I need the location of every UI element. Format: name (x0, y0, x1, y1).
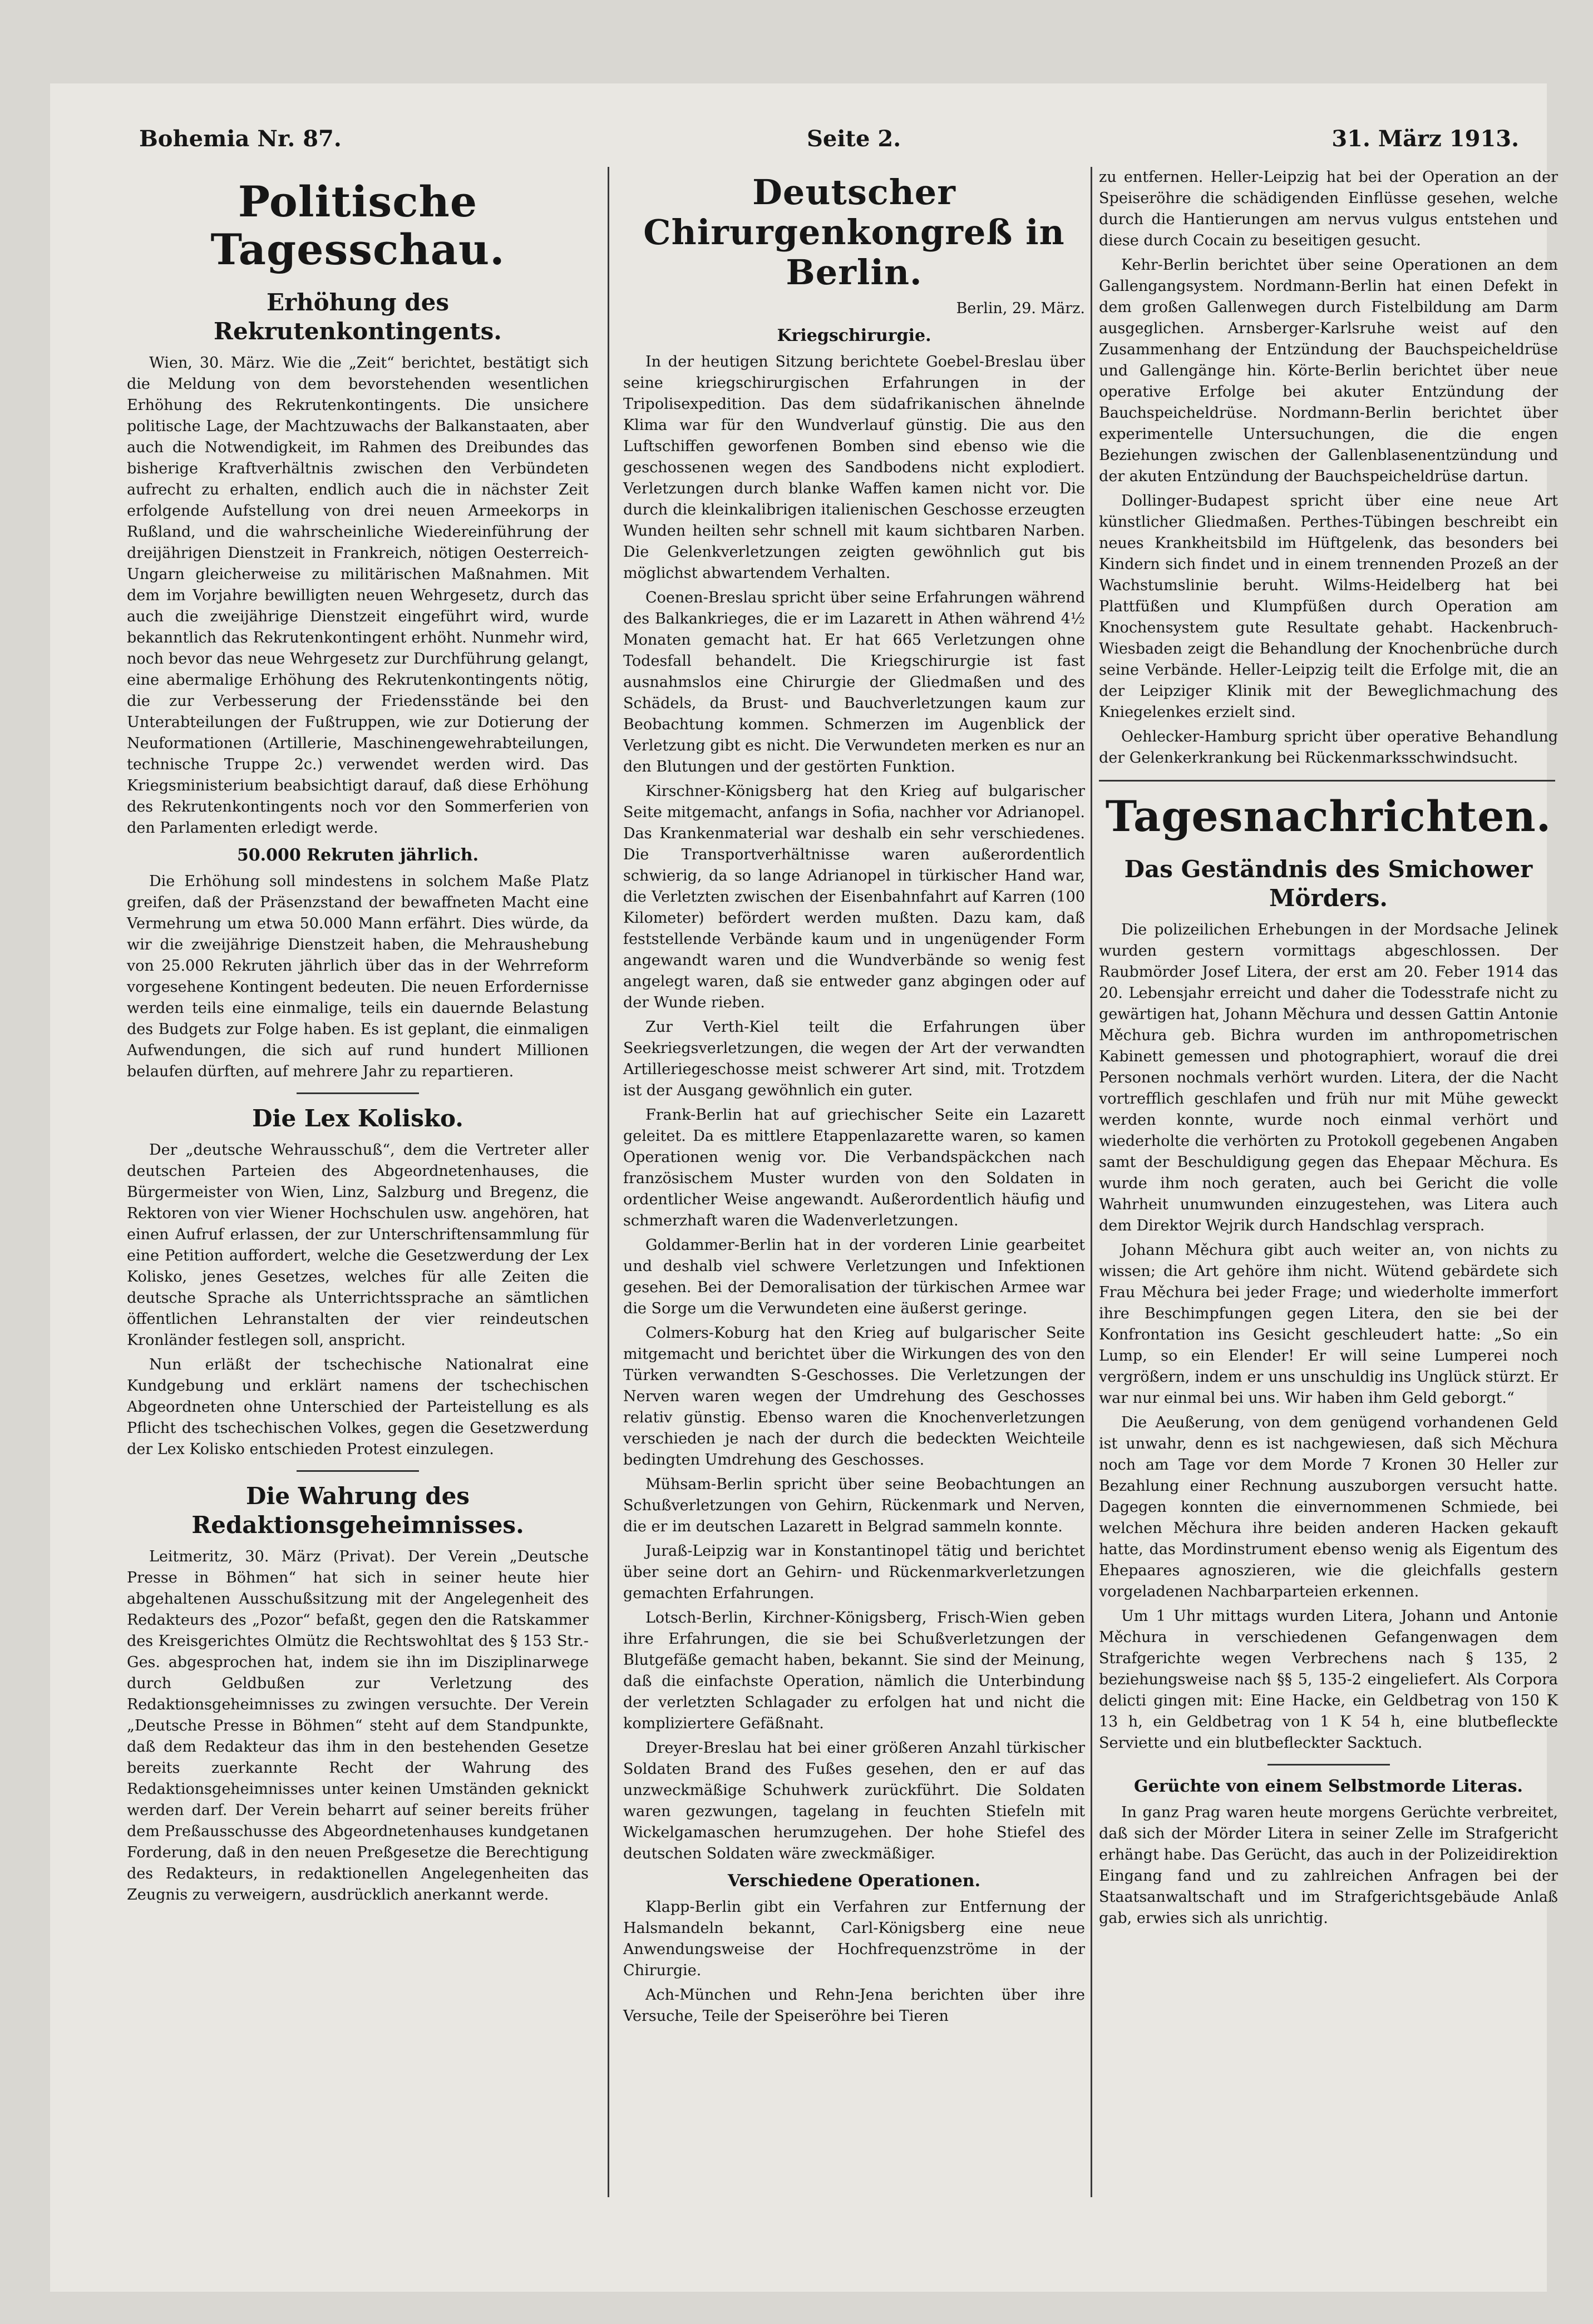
article-paragraph: Lotsch-Berlin, Kirchner-Königsberg, Frisch-Wien geben ihre Erfahrungen, die sie bei Schußverletzungen der Blutgefäße gemacht haben, bekannt. Sie sind der Meinung, daß die einfachste Operation, nämlich die Unterbindung der verletzten Schlagader zu erfolgen hat und nicht die kompliziertere Gefäßnaht. (623, 1609, 1085, 1732)
article-subhead: 50.000 Rekruten jährlich. (236, 845, 479, 865)
article-title: Erhöhung des Rekrutenkontingents. (214, 289, 502, 345)
article-paragraph: Goldammer-Berlin hat in der vorderen Linie gearbeitet und deshalb viel schwere Verletzungen und Infektionen gesehen. Bei der Demoralisation der türkischen Armee war die Sorge um die Verwundeten eine äußerst geringe. (623, 1237, 1085, 1317)
masthead-paper-number: Bohemia Nr. 87. (139, 126, 342, 152)
article-paragraph: Mühsam-Berlin spricht über seine Beobachtungen an Schußverletzungen von Gehirn, Rückenmark und Nerven, die er im deutschen Lazarett in Belgrad sammeln konnte. (623, 1476, 1085, 1535)
article-subhead: Gerüchte von einem Selbstmorde Literas. (1133, 1777, 1523, 1796)
article-paragraph: Leitmeritz, 30. März (Privat). Der Verein „Deutsche Presse in Böhmen“ hat sich in seiner heute hier abgehaltenen Ausschußsitzung mit der Angelegenheit des Redakteurs des „Pozor“ befaßt, gegen den die Ratskammer des Kreisgerichtes Olmütz die Rechtswohltat des § 153 Str.-Ges. abgesprochen hat, indem sie ihn im Disziplinarwege durch Geldbußen zur Verletzung des Redaktionsgeheimnisses zu zwingen versuchte. Der Verein „Deutsche Presse in Böhmen“ steht auf dem Standpunkte, daß dem Redakteur das ihm in den bestehenden Gesetze bereits zuerkannte Recht der Wahrung des Redaktionsgeheimnisses unter keinen Umständen geknickt werden darf. Der Verein beharrt auf seiner bereits früher dem Preßausschusse des Abgeordnetenhauses kundgetanen Forderung, daß in den neuen Preßgesetze die Berechtigung des Redakteurs, in redaktionellen Angelegenheiten das Zeugnis zu verweigern, ausdrücklich anerkannt werde. (127, 1548, 589, 1903)
article-title: Die Wahrung des Redaktionsgeheimnisses. (191, 1482, 524, 1539)
article-paragraph: Colmers-Koburg hat den Krieg auf bulgarischer Seite mitgemacht und berichtet über die Wirkungen des von den Türken verwandten S-Geschosses. Die Verletzungen der Nerven waren wegen der Umdrehung des Geschosses relativ günstig. Ebenso waren die Knochenverletzungen verschieden je nach der durch die bedeckten Weichteile bedingten Umdrehung des Geschosses. (623, 1324, 1085, 1468)
masthead-page-number: Seite 2. (807, 126, 901, 152)
article-paragraph: Coenen-Breslau spricht über seine Erfahrungen während des Balkankrieges, die er im Lazarett in Athen während 4½ Monaten gemacht hat. Er hat 665 Verletzungen ohne Todesfall behandelt. Die Kriegschirurgie ist fast ausnahmslos eine Chirurgie der Gliedmaßen und des Schädels, da Brust- und Bauchverletzungen kaum zur Beobachtung kommen. Schmerzen im Augenblick der Verletzung gibt es nicht. Die Verwundeten merken es nur an den Blutungen und der gestörten Funktion. (623, 589, 1085, 775)
article-paragraph: In der heutigen Sitzung berichtete Goebel-Breslau über seine kriegschirurgischen Erfahrungen in der Tripolisexpedition. Das dem südafrikanischen ähnelnde Klima war für den Wundverlauf günstig. Die aus den Luftschiffen geworfenen Bomben sind ebenso wie die geschossenen wegen des Sandbodens nicht explodiert. Verletzungen durch blanke Waffen kamen nicht vor. Die durch die kleinkalibrigen italienischen Geschosse erzeugten Wunden heilten sehr schnell mit kaum sichtbaren Narben. Die Gelenkverletzungen zeigten gewöhnlich gut bis möglichst abwartendem Verhalten. (623, 353, 1085, 582)
column-1 (127, 167, 589, 2236)
article-paragraph: Um 1 Uhr mittags wurden Litera, Johann und Antonie Měchura in verschiedenen Gefangenwagen dem Strafgerichte wegen Verbrechens nach § 135, 2 beziehungsweise nach §§ 5, 135-2 eingeliefert. Als Corpora delicti gingen mit: Eine Hacke, ein Geldbetrag von 150 K 13 h, ein Geldbetrag von 1 K 54 h, eine blutbefleckte Serviette und ein blutbefleckter Sacktuch. (1099, 1608, 1558, 1752)
article-divider (297, 1470, 419, 1472)
article-subhead: Kriegschirurgie. (777, 326, 931, 345)
article-paragraph: Ach-München und Rehn-Jena berichten über ihre Versuche, Teile der Speiseröhre bei Tieren (623, 1986, 1085, 2025)
article-title: Das Geständnis des Smichower Mörders. (1124, 856, 1533, 912)
article-paragraph: Klapp-Berlin gibt ein Verfahren zur Entfernung der Halsmandeln bekannt, Carl-Königsberg eine neue Anwendungsweise der Hochfrequenzströme in der Chirurgie. (623, 1898, 1085, 1979)
article-paragraph: Frank-Berlin hat auf griechischer Seite ein Lazarett geleitet. Da es mittlere Etappenlazarette waren, so kamen Operationen wenig vor. Die Verbandspäckchen nach französischem Muster wurden von den Soldaten in ordentlicher Weise angewandt. Außerordentlich häufig und schmerzhaft waren die Wadenverletzungen. (623, 1106, 1085, 1229)
section-title-news: Tagesnachrichten. (1105, 792, 1552, 841)
article-paragraph: zu entfernen. Heller-Leipzig hat bei der Operation an der Speiseröhre die schädigenden Einflüsse gesehen, welche durch die Hantierungen am nervus vulgus entstehen und diese durch Cocain zu beseitigen gesucht. (1099, 169, 1558, 249)
masthead (95, 126, 1536, 159)
column-3 (1099, 167, 1558, 2236)
article-paragraph: Dreyer-Breslau hat bei einer größeren Anzahl türkischer Soldaten Brand des Fußes gesehen, den er auf das unzweckmäßige Schuhwerk zurückführt. Die Soldaten waren gezwungen, tagelang in feuchten Stiefeln mit Wickelgamaschen herumzugehen. Der hohe Stiefel des deutschen Soldaten wäre zweckmäßiger. (623, 1739, 1085, 1862)
column-2 (623, 167, 1085, 2236)
article-subhead: Verschiedene Operationen. (727, 1871, 981, 1891)
article-title: Die Lex Kolisko. (252, 1105, 463, 1132)
article-paragraph: Johann Měchura gibt auch weiter an, von nichts zu wissen; die Art gehöre ihm nicht. Wütend gebärdete sich Frau Měchura bei jeder Frage; und wiederholte immerfort ihre Beschimpfungen gegen Litera, den sie bei der Konfrontation ins Gesicht geschleudert hatte: „So ein Lump, so ein Elender! Er will seine Lumperei noch vergrößern, indem er uns unschuldig ins Unglück stürzt. Er war nur einmal bei uns. Wir haben ihm Geld geborgt.“ (1099, 1242, 1558, 1407)
article-paragraph: Kirschner-Königsberg hat den Krieg auf bulgarischer Seite mitgemacht, anfangs in Sofia, nachher vor Adrianopel. Das Krankenmaterial war deshalb ein sehr verschiedenes. Die Transportverhältnisse waren außerordentlich schwierig, da so lange Adrianopel in türkischer Hand war, die Verletzten zwischen der Eisenbahnfahrt auf Karren (100 Kilometer) befördert werden mußten. Dazu kam, daß feststellende Verbände kaum und in ungenügender Form angewandt waren und die Wundverbände so wenig fest angelegt waren, daß sie entweder ganz abgingen oder auf der Wunde rieben. (623, 783, 1085, 1011)
article-paragraph: Nun erläßt der tschechische Nationalrat eine Kundgebung und erklärt namens der tschechischen Abgeordneten ohne Unterschied der Parteistellung es als Pflicht des tschechischen Volkes, gegen die Gesetzwerdung der Lex Kolisko entschieden Protest einzulegen. (127, 1356, 589, 1458)
section-divider (1099, 780, 1555, 782)
masthead-date: 31. März 1913. (1331, 126, 1519, 152)
section-title-politics: Politische Tagesschau. (210, 177, 505, 274)
article-paragraph: Dollinger-Budapest spricht über eine neue Art künstlicher Gliedmaßen. Perthes-Tübingen beschreibt ein neues Krankheitsbild im Hüftgelenk, das besonders bei Kindern sich findet und in einem trennenden Prozeß an der Wachstumslinie beruht. Wilms-Heidelberg hat bei Plattfüßen und Klumpfüßen durch Operation am Knochensystem gute Resultate gehabt. Hackenbruch-Wiesbaden zeigt die Behandlung der Knochenbrüche durch seine Verbände. Heller-Leipzig teilt die Erfolge mit, die an der Leipziger Klinik mit der Beweglichmachung des Kniegelenkes erzielt sind. (1099, 492, 1558, 721)
article-title-congress: Deutscher Chirurgenkongreß in Berlin. (643, 172, 1065, 293)
article-paragraph: In ganz Prag waren heute morgens Gerüchte verbreitet, daß sich der Mörder Litera in seiner Zelle im Strafgericht erhängt habe. Das Gerücht, das auch in der Polizeidirektion Eingang fand und zu zahlreichen Anfragen bei der Staatsanwaltschaft und im Strafgerichtsgebäude Anlaß gab, erwies sich als unrichtig. (1099, 1804, 1558, 1927)
article-paragraph: Der „deutsche Wehrausschuß“, dem die Vertreter aller deutschen Parteien des Abgeordnetenhauses, die Bürgermeister von Wien, Linz, Salzburg und Bregenz, die Rektoren von vier Wiener Hochschulen usw. angehören, hat einen Aufruf erlassen, der zur Unterschriftensammlung für eine Petition auffordert, welche die Gesetzwerdung der Lex Kolisko, jenes Gesetzes, welches für alle Zeiten die deutsche Sprache als Unterrichtssprache an sämtlichen öffentlichen Lehranstalten der vier reindeutschen Kronländer festlegen soll, anspricht. (127, 1141, 589, 1349)
article-divider (1268, 1764, 1390, 1766)
article-paragraph: Juraß-Leipzig war in Konstantinopel tätig und berichtet über seine dort an Gehirn- und Rückenmarkverletzungen gemachten Erfahrungen. (623, 1542, 1085, 1602)
article-divider (297, 1092, 419, 1094)
article-paragraph: Die Erhöhung soll mindestens in solchem Maße Platz greifen, daß der Präsenzstand der bewaffneten Macht eine Vermehrung um etwa 50.000 Mann erfährt. Dies würde, da wir die zweijährige Dienstzeit haben, die Mehraushebung von 25.000 Rekruten jährlich über das in der Wehrreform vorgesehene Kontingent bedeuten. Die neuen Erfordernisse werden teils eine einmalige, teils ein dauernde Belastung des Budgets zur Folge haben. Es ist geplant, die einmaligen Aufwendungen, die sich auf rund hundert Millionen belaufen dürften, auf mehrere Jahr zu repartieren. (127, 873, 589, 1080)
article-paragraph: Die Aeußerung, von dem genügend vorhandenen Geld ist unwahr, denn es ist nachgewiesen, daß sich Měchura noch am Tage vor dem Morde 7 Kronen 30 Heller zur Bezahlung einer Rechnung auszuborgen versucht hatte. Dagegen konnten die einvernommenen Schmiede, bei welchen Měchura ihre beiden anderen Hacken gekauft hatte, das Mordinstrument ebenso wenig als Eigentum des Ehepaares agnoszieren, wie die gleichfalls gestern vorgeladenen Nachbarparteien erkennen. (1099, 1414, 1558, 1600)
article-paragraph: Wien, 30. März. Wie die „Zeit“ berichtet, bestätigt sich die Meldung von dem bevorstehenden wesentlichen Erhöhung des Rekrutenkontingents. Die unsichere politische Lage, der Machtzuwachs der Balkanstaaten, aber auch die Notwendigkeit, im Rahmen des Dreibundes das bisherige Kraftverhältnis zwischen den Verbündeten aufrecht zu erhalten, endlich auch die in nächster Zeit erfolgende Aufstellung von drei neuen Armeekorps in Rußland, und die wahrscheinliche Wiedereinführung der dreijährigen Dienstzeit in Frankreich, nötigen Oesterreich-Ungarn gleicherweise zu militärischen Maßnahmen. Mit dem im Vorjahre bewilligten neuen Wehrgesetz, durch das auch die zweijährige Dienstzeit eingeführt wird, wurde bekanntlich das Rekrutenkontingent erhöht. Nunmehr wird, noch bevor das neue Wehrgesetz zur Durchführung gelangt, eine abermalige Erhöhung des Rekrutenkontingents nötig, die zur Verbesserung der Friedensstände bei den Unterabteilungen der Fußtruppen, wie zur Dotierung der Neuformationen (Artillerie, Maschinengewehrabteilungen, technische Truppe 2c.) verwendet werden wird. Das Kriegsministerium beabsichtigt darauf, daß diese Erhöhung des Rekrutenkontingents noch vor den Sommerferien von den Parlamenten erledigt werde. (127, 354, 589, 837)
article-paragraph: Zur Verth-Kiel teilt die Erfahrungen über Seekriegsverletzungen, die wegen der Art der verwandten Artilleriegeschosse meist schwerer Art sind, mit. Trotzdem ist der Ausgang gewöhnlich ein guter. (623, 1018, 1085, 1099)
article-paragraph: Die polizeilichen Erhebungen in der Mordsache Jelinek wurden gestern vormittags abgeschlossen. Der Raubmörder Josef Litera, der erst am 20. Feber 1914 das 20. Lebensjahr erreicht und daher die Todesstrafe nicht zu gewärtigen hat, Johann Měchura und dessen Gattin Antonie Měchura geb. Bichra wurden im anthropometrischen Kabinett gemessen und photographiert, worauf die drei Personen nochmals verhört wurden. Litera, der die Nacht vortrefflich geschlafen und früh nur mit Mühe geweckt werden konnte, wurde noch einmal verhört und wiederholte die verhörten zu Protokoll gegebenen Angaben samt der Beschuldigung gegen das Ehepaar Měchura. Es wurde ihm noch geraten, auch bei Gericht die volle Wahrheit unumwunden einzugestehen, was Litera auch dem Direktor Wejrik durch Handschlag versprach. (1099, 921, 1558, 1234)
dateline: Berlin, 29. März. (956, 300, 1085, 317)
article-paragraph: Oehlecker-Hamburg spricht über operative Behandlung der Gelenkerkrankung bei Rückenmarksschwindsucht. (1099, 728, 1558, 767)
column-divider (608, 167, 609, 2197)
article-paragraph: Kehr-Berlin berichtet über seine Operationen an dem Gallengangsystem. Nordmann-Berlin hat einen Defekt in dem großen Gallenwegen durch Fistelbildung am Darm ausgeglichen. Arnsberger-Karlsruhe weist auf den Zusammenhang der Entzündung der Bauchspeicheldrüse und Gallengänge hin. Körte-Berlin berichtet über neue operative Erfolge bei akuter Entzündung der Bauchspeicheldrüse. Nordmann-Berlin berichtet über experimentelle Untersuchungen, die die engen Beziehungen zwischen der Gallenblasenentzündung und der akuten Entzündung der Bauchspeicheldrüse dartun. (1099, 256, 1558, 485)
column-divider (1091, 167, 1092, 2197)
